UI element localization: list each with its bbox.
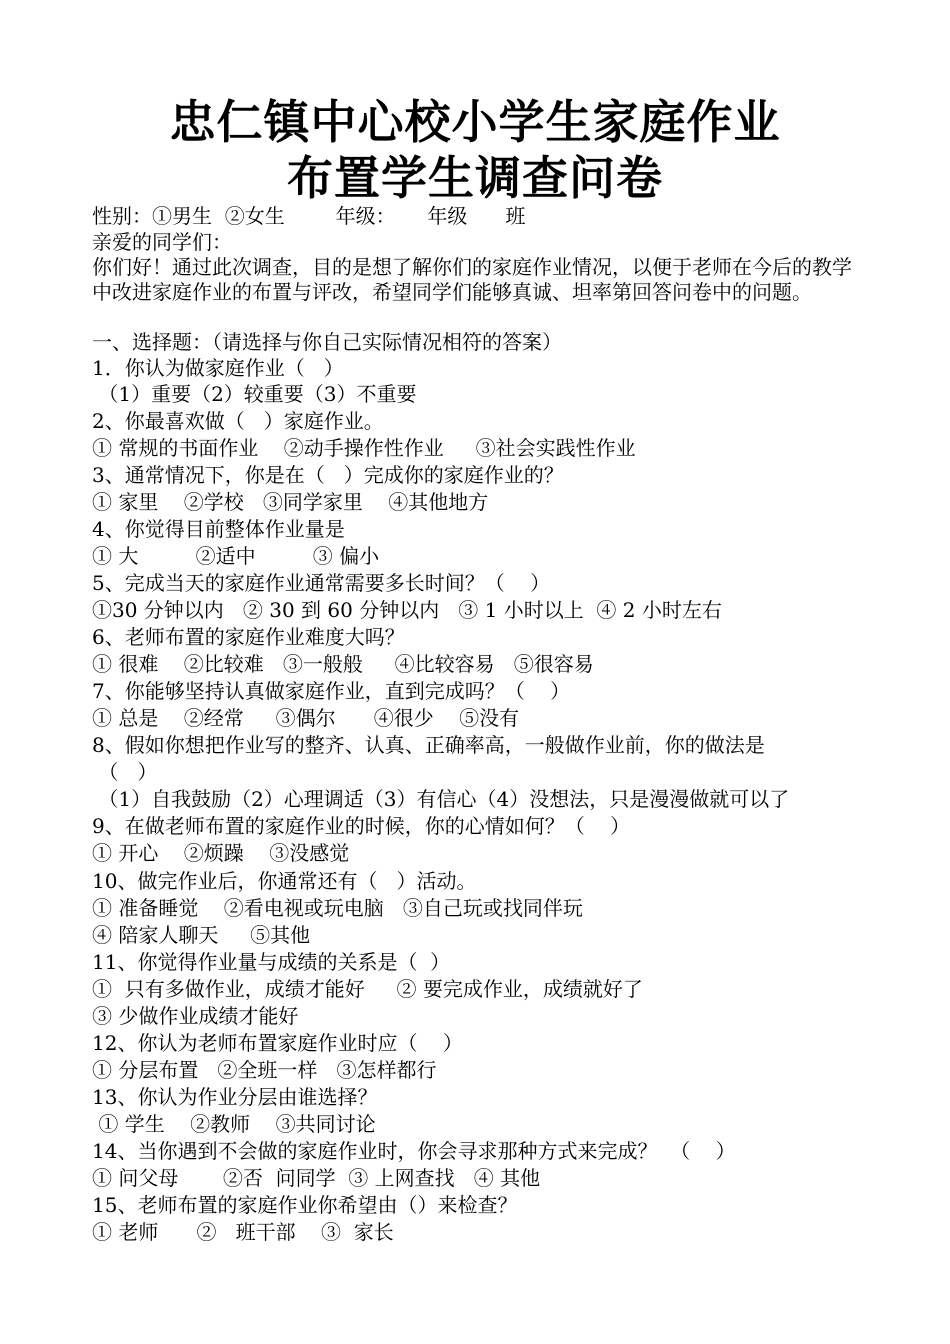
question-9: 9、在做老师布置的家庭作业的时候，你的心情如何？（ ）: [92, 814, 631, 838]
question-1: 1．你认为做家庭作业（ ）: [92, 356, 344, 380]
question-11: 11、你觉得作业量与成绩的关系是（ ）: [92, 950, 451, 974]
question-10: 10、做完作业后，你通常还有（ ）活动。: [92, 869, 477, 893]
question-6: 6、老师布置的家庭作业难度大吗？: [92, 625, 405, 649]
question-3: 3、通常情况下，你是在（ ）完成你的家庭作业的？: [92, 463, 564, 487]
question-12-options: ① 分层布置 ②全班一样 ③怎样都行: [92, 1058, 437, 1082]
question-8-blank: （ ）: [92, 760, 158, 784]
question-1-options: （1）重要（2）较重要（3）不重要: [92, 382, 417, 406]
question-12: 12、你认为老师布置家庭作业时应（ ）: [92, 1031, 463, 1055]
question-13: 13、你认为作业分层由谁选择？: [92, 1085, 378, 1109]
question-10-options-a: ① 准备睡觉 ②看电视或玩电脑 ③自己玩或找同伴玩: [92, 896, 583, 920]
question-11-options-a: ① 只有多做作业，成绩才能好 ② 要完成作业，成绩就好了: [92, 977, 643, 1001]
question-8-options: （1）自我鼓励（2）心理调适（3）有信心（4）没想法，只是漫漫做就可以了: [92, 787, 790, 811]
section-title: 一、选择题：（请选择与你自己实际情况相符的答案）: [92, 330, 562, 354]
question-7: 7、你能够坚持认真做家庭作业，直到完成吗？（ ）: [92, 679, 571, 703]
title-line-2: 布置学生调查问卷: [287, 151, 663, 205]
greeting: 亲爱的同学们：: [92, 230, 232, 254]
question-5-options: ①30 分钟以内 ② 30 到 60 分钟以内 ③ 1 小时以上 ④ 2 小时左右: [92, 598, 722, 622]
info-line: 性别：①男生 ②女生 年级： 年级 班: [92, 204, 526, 228]
question-3-options: ① 家里 ②学校 ③同学家里 ④其他地方: [92, 490, 489, 514]
question-7-options: ① 总是 ②经常 ③偶尔 ④很少 ⑤没有: [92, 706, 520, 730]
title-line-1: 忠仁镇中心校小学生家庭作业: [169, 95, 781, 149]
question-14: 14、当你遇到不会做的家庭作业时，你会寻求那种方式来完成？ （ ）: [92, 1139, 736, 1163]
question-15: 15、老师布置的家庭作业你希望由（）来检查？: [92, 1193, 518, 1217]
question-13-options: ① 学生 ②教师 ③共同讨论: [92, 1112, 376, 1136]
intro-paragraph: 你们好！通过此次调查，目的是想了解你们的家庭作业情况，以便于老师在今后的教学中改进家庭作业的布置与评改，希望同学们能够真诚、坦率第回答问卷中的问题。: [92, 255, 852, 304]
question-9-options: ① 开心 ②烦躁 ③没感觉: [92, 841, 350, 865]
question-14-options: ① 问父母 ②否 问同学 ③ 上网查找 ④ 其他: [92, 1166, 541, 1190]
question-15-options: ① 老师 ② 班干部 ③ 家长: [92, 1220, 394, 1244]
question-4-options: ① 大 ②适中 ③ 偏小: [92, 544, 380, 568]
question-5: 5、完成当天的家庭作业通常需要多长时间？（ ）: [92, 571, 551, 595]
question-6-options: ① 很难 ②比较难 ③一般般 ④比较容易 ⑤很容易: [92, 652, 594, 676]
question-4: 4、你觉得目前整体作业量是: [92, 517, 345, 541]
question-10-options-b: ④ 陪家人聊天 ⑤其他: [92, 923, 311, 947]
question-8: 8、假如你想把作业写的整齐、认真、正确率高，一般做作业前，你的做法是: [92, 733, 765, 757]
question-2-options: ① 常规的书面作业 ②动手操作性作业 ③社会实践性作业: [92, 436, 636, 460]
question-11-options-b: ③ 少做作业成绩才能好: [92, 1004, 299, 1028]
question-2: 2、你最喜欢做（ ）家庭作业。: [92, 409, 384, 433]
